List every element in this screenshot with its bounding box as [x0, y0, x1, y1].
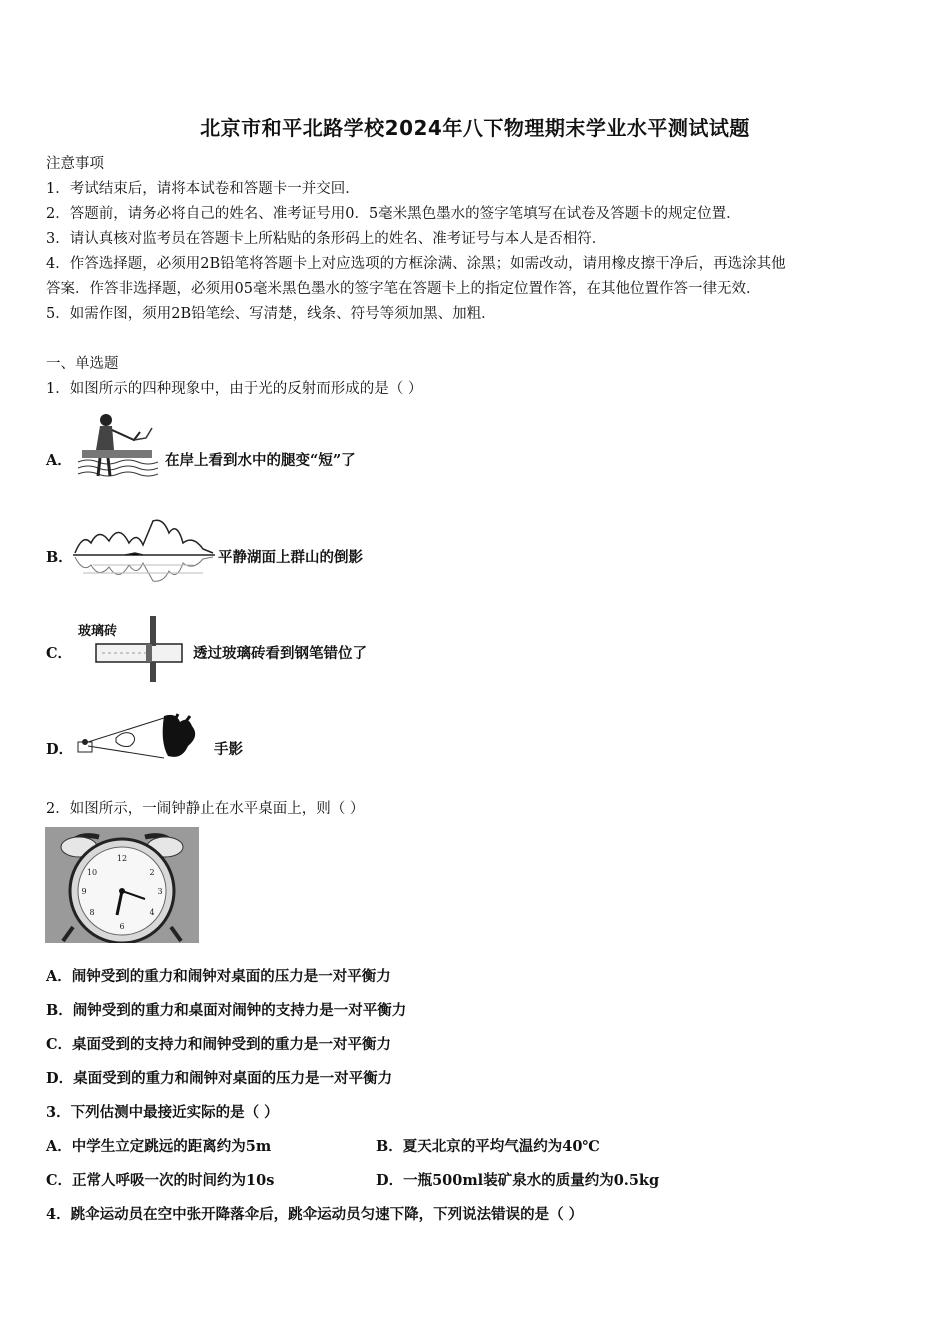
- q1-option-d-label: D．: [46, 741, 74, 758]
- q3-option-d: D．一瓶500ml装矿泉水的质量约为0.5kg: [376, 1172, 660, 1189]
- q1-option-d-text: 手影: [214, 741, 243, 758]
- question-1-stem: 1．如图所示的四种现象中，由于光的反射而形成的是（ ）: [46, 381, 423, 397]
- q2-option-d: D．桌面受到的重力和闹钟对桌面的压力是一对平衡力: [46, 1070, 393, 1087]
- q2-option-c: C．桌面受到的支持力和闹钟受到的重力是一对平衡力: [46, 1036, 392, 1053]
- notice-heading: 注意事项: [46, 156, 104, 172]
- q1-option-c-text: 透过玻璃砖看到钢笔错位了: [193, 645, 367, 662]
- mountain-reflection-figure: [73, 515, 215, 585]
- svg-text:10: 10: [86, 868, 98, 877]
- question-2-stem: 2．如图所示，一闹钟静止在水平桌面上，则（ ）: [46, 801, 365, 817]
- q1-option-c-label: C．: [46, 645, 73, 662]
- notice-item: 5．如需作图，须用2B铅笔绘、写清楚，线条、符号等须加黑、加粗．: [46, 306, 496, 322]
- q1-option-b-text: 平静湖面上群山的倒影: [218, 549, 363, 566]
- glass-brick-figure: [74, 614, 186, 684]
- notice-item: 答案．作答非选择题，必须用05毫米黑色墨水的签字笔在答题卡上的指定位置作答，在其他位置作答一律无效．: [46, 281, 761, 297]
- alarm-clock-figure: [45, 827, 199, 943]
- glass-brick-label: 玻璃砖: [78, 624, 118, 639]
- svg-text:2: 2: [149, 868, 155, 877]
- q3-option-b: B．夏天北京的平均气温约为40℃: [376, 1138, 600, 1155]
- question-4-stem: 4．跳伞运动员在空中张开降落伞后，跳伞运动员匀速下降，下列说法错误的是（ ）: [46, 1206, 584, 1223]
- svg-text:9: 9: [81, 887, 87, 896]
- q3-option-c: C．正常人呼吸一次的时间约为10s: [46, 1172, 275, 1189]
- svg-text:3: 3: [157, 887, 163, 896]
- q2-option-a: A．闹钟受到的重力和闹钟对桌面的压力是一对平衡力: [46, 968, 391, 985]
- notice-item: 4．作答选择题，必须用2B铅笔将答题卡上对应选项的方框涂满、涂黑；如需改动，请用橡皮擦干净后，再选涂其他: [46, 256, 786, 272]
- svg-text:12: 12: [116, 854, 128, 863]
- question-3-stem: 3．下列估测中最接近实际的是（ ）: [46, 1104, 279, 1121]
- notice-item: 2．答题前，请务必将自己的姓名、准考证号用0．5毫米黑色墨水的签字笔填写在试卷及答题卡的规定位置．: [46, 206, 741, 222]
- svg-text:6: 6: [119, 922, 125, 931]
- q1-option-b-label: B．: [46, 549, 73, 566]
- q2-option-b: B．闹钟受到的重力和桌面对闹钟的支持力是一对平衡力: [46, 1002, 407, 1019]
- notice-item: 3．请认真核对监考员在答题卡上所粘贴的条形码上的姓名、准考证号与本人是否相符．: [46, 231, 607, 247]
- q1-option-a-text: 在岸上看到水中的腿变“短”了: [165, 452, 356, 469]
- svg-text:8: 8: [89, 908, 95, 917]
- notice-item: 1．考试结束后，请将本试卷和答题卡一并交回．: [46, 181, 360, 197]
- leg-in-water-figure: [74, 410, 158, 484]
- section-heading: 一、单选题: [46, 356, 119, 372]
- q3-option-a: A．中学生立定跳远的距离约为5m: [46, 1138, 272, 1155]
- q1-option-a-label: A．: [46, 452, 72, 469]
- svg-text:4: 4: [149, 908, 155, 917]
- page-title: 北京市和平北路学校2024年八下物理期末学业水平测试试题: [200, 116, 750, 140]
- hand-shadow-figure: [72, 712, 210, 768]
